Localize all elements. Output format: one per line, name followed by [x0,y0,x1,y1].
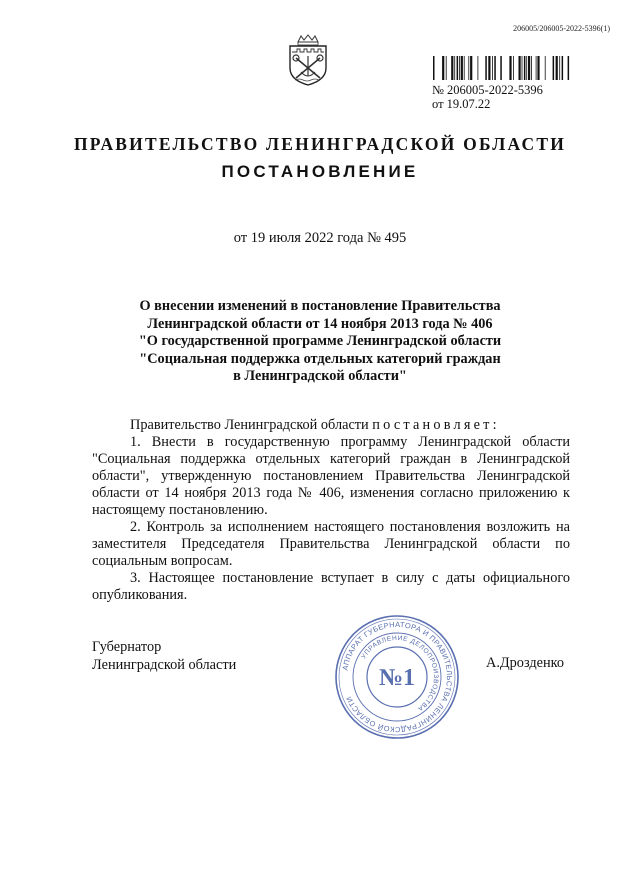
barcode-bar [522,56,523,80]
subject-line: в Ленинградской области" [233,368,407,384]
document-type: ПОСТАНОВЛЕНИЕ [221,162,419,181]
paragraph-item-3: 3. Настоящее постановление вступает в силу с даты официального опубликования. [92,570,570,603]
official-seal-stamp [333,613,461,741]
barcode-bar [568,56,570,80]
organization-title: ПРАВИТЕЛЬСТВО ЛЕНИНГРАДСКОЙ ОБЛАСТИ [73,134,567,154]
seal-ring-text: АППАРАТ ГУБЕРНАТОРА И ПРАВИТЕЛЬСТВА ЛЕНИНГРАДСКОЙ ОБЛАСТИ [340,619,455,735]
barcode-bar [537,56,539,80]
barcode-bar [559,56,560,80]
barcode-bar [464,56,465,80]
registration-number: № 206005-2022-5396 [432,83,543,97]
registration-date: от 19.07.22 [432,97,491,111]
barcode-bar [488,56,490,80]
barcode-bar [468,56,469,80]
paragraph-item-1: 1. Внести в государственную программу Ленинградской области "Социальная поддержка отдельных категорий граждан в Ленинградской области", утвержденную постановлением Правительства Ленинградской области от 14 ноября 2013 года № 406, изменения согласно приложению к настоящему постановлению. [92,434,570,518]
barcode-bar [492,56,493,80]
document-subject [60,298,580,386]
document-body [92,417,570,604]
barcode-bar [536,56,537,80]
subject-line: "О государственной программе Ленинградской области [138,333,502,349]
signer-position [92,638,236,674]
barcode-bar [451,56,453,80]
barcode-bar [494,56,496,80]
barcode-bar [509,56,511,80]
barcode-bar [553,56,555,80]
barcode-bar [524,56,526,80]
barcode-bar [442,56,444,80]
document-id: 206005/206005-2022-5396(1) [513,24,610,33]
barcode-bar [485,56,487,80]
barcode-bar [470,56,472,80]
barcode-bar [519,56,521,80]
coat-of-arms-icon [287,34,329,86]
barcode-bar [459,56,460,80]
barcode-bar [562,56,564,80]
barcode-bar [545,56,546,80]
barcode-bar [531,56,532,80]
barcode-bar [461,56,463,80]
intro-prefix: Правительство Ленинградской области [130,417,369,433]
subject-line: Ленинградской области от 14 ноября 2013 года № 406 [147,315,493,332]
signer-position-line: Ленинградской области [92,657,237,673]
signer-position-line: Губернатор [92,639,162,655]
subject-line: О внесении изменений в постановление Правительства [139,298,501,314]
document-date-number: от 19 июля 2022 года № 495 [233,230,407,246]
barcode-bar [513,56,514,80]
signer-name: А.Дрозденко [486,655,564,671]
barcode-bar [526,56,527,80]
intro-verb: постановляет: [372,417,500,433]
seal-inner-text: УПРАВЛЕНИЕ ДЕЛОПРОИЗВОДСТВА [360,634,440,713]
barcode-bar [500,56,502,80]
barcode-bar [454,56,455,80]
subject-line: "Социальная поддержка отдельных категорий граждан [139,350,501,367]
barcode-bar [433,56,435,80]
barcode-bar [528,56,530,80]
barcode-bar [457,56,459,80]
barcode-bar [478,56,479,80]
barcode-bar [556,56,558,80]
barcode-bar [446,56,447,80]
seal-center-text: №1 [378,665,416,691]
barcode [430,56,576,80]
paragraph-item-2: 2. Контроль за исполнением настоящего постановления возложить на заместителя Председателя Правительства Ленинградской области по социальным вопросам. [92,519,570,569]
intro-paragraph [92,417,570,434]
